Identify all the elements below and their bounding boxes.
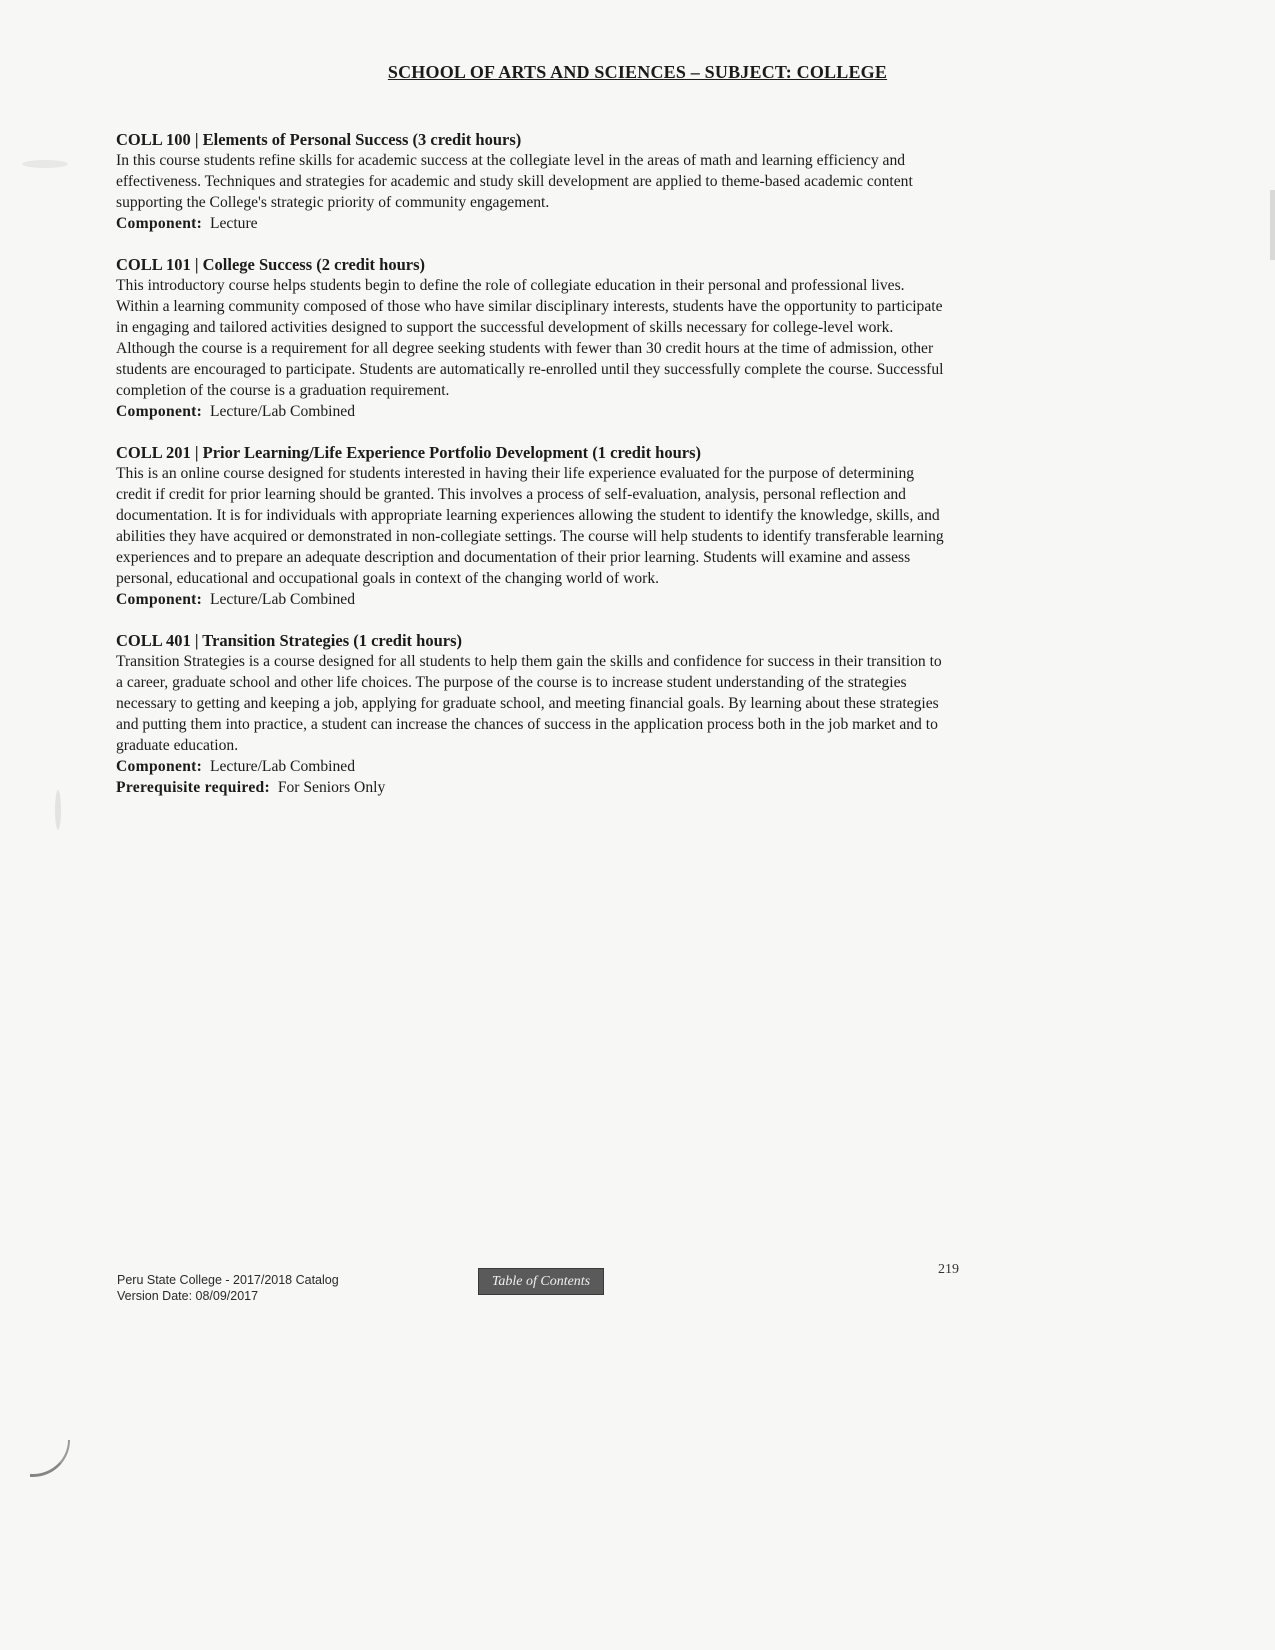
component-label: Component: [116,403,203,420]
page-title: SCHOOL OF ARTS AND SCIENCES – SUBJECT: COLLEGE [387,62,888,82]
course-entry [116,130,946,234]
component-value: Lecture/Lab Combined [209,591,356,608]
course-prerequisite [116,777,946,798]
course-list [116,130,946,819]
course-description: Transition Strategies is a course designed for all students to help them gain the skills and confidence for success in their transition to a career, graduate school and other life choices. The purpose of the course is to increase student understanding of the strategies necessary to getting and keeping a job, applying for graduate school, and meeting financial goals. By learning about these strategies and putting them into practice, a student can increase the chances of success in the application process both in the job market and to graduate education. [116,653,942,754]
footer-catalog: Peru State College - 2017/2018 Catalog [117,1273,339,1287]
course-entry [116,443,946,610]
component-label: Component: [116,591,203,608]
scan-edge-shadow [1270,190,1275,260]
scan-smudge [55,790,61,830]
course-title: COLL 401 | Transition Strategies (1 credit hours) [116,631,463,650]
footer-info [117,1272,339,1304]
course-component [116,589,946,610]
course-title: COLL 101 | College Success (2 credit hours) [116,255,426,274]
page-number: 219 [938,1262,959,1277]
component-value: Lecture/Lab Combined [209,403,356,420]
table-of-contents-button[interactable]: Table of Contents [478,1268,604,1295]
course-component [116,401,946,422]
scan-curl-mark [30,1440,70,1477]
scan-smudge [22,160,68,168]
course-description: This introductory course helps students begin to define the role of collegiate education in their personal and professional lives. Within a learning community composed of those who have similar disciplinary interests, students have the opportunity to participate in engaging and tailored activities designed to support the successful development of skills necessary for college-level work. Although the course is a requirement for all degree seeking students with fewer than 30 credit hours at the time of admission, other students are encouraged to participate. Students are automatically re-enrolled until they successfully complete the course. Successful completion of the course is a graduation requirement. [116,277,944,399]
course-description: In this course students refine skills for academic success at the collegiate level in the areas of math and learning efficiency and effectiveness. Techniques and strategies for academic and study skill development are applied to theme-based academic content supporting the College's strategic priority of community engagement. [116,152,913,211]
course-description: This is an online course designed for students interested in having their life experience evaluated for the purpose of determining credit if credit for prior learning should be granted. This involves a process of self-evaluation, analysis, personal reflection and documentation. It is for individuals with appropriate learning experiences allowing the student to identify the knowledge, skills, and abilities they have acquired or demonstrated in non-collegiate settings. The course will help students to identify transferable learning experiences and to prepare an adequate description and documentation of their prior learning. Students will examine and assess personal, educational and occupational goals in context of the changing world of work. [116,465,944,587]
course-title: COLL 201 | Prior Learning/Life Experience Portfolio Development (1 credit hours) [116,443,702,462]
footer-version-date: Version Date: 08/09/2017 [117,1289,259,1303]
component-value: Lecture [209,215,258,232]
prerequisite-label: Prerequisite required: [116,779,271,796]
component-value: Lecture/Lab Combined [209,758,356,775]
course-component [116,213,946,234]
prerequisite-value: For Seniors Only [277,779,386,796]
course-entry [116,631,946,798]
course-title: COLL 100 | Elements of Personal Success (3 credit hours) [116,130,522,149]
course-component [116,756,946,777]
component-label: Component: [116,215,203,232]
course-entry [116,255,946,422]
component-label: Component: [116,758,203,775]
